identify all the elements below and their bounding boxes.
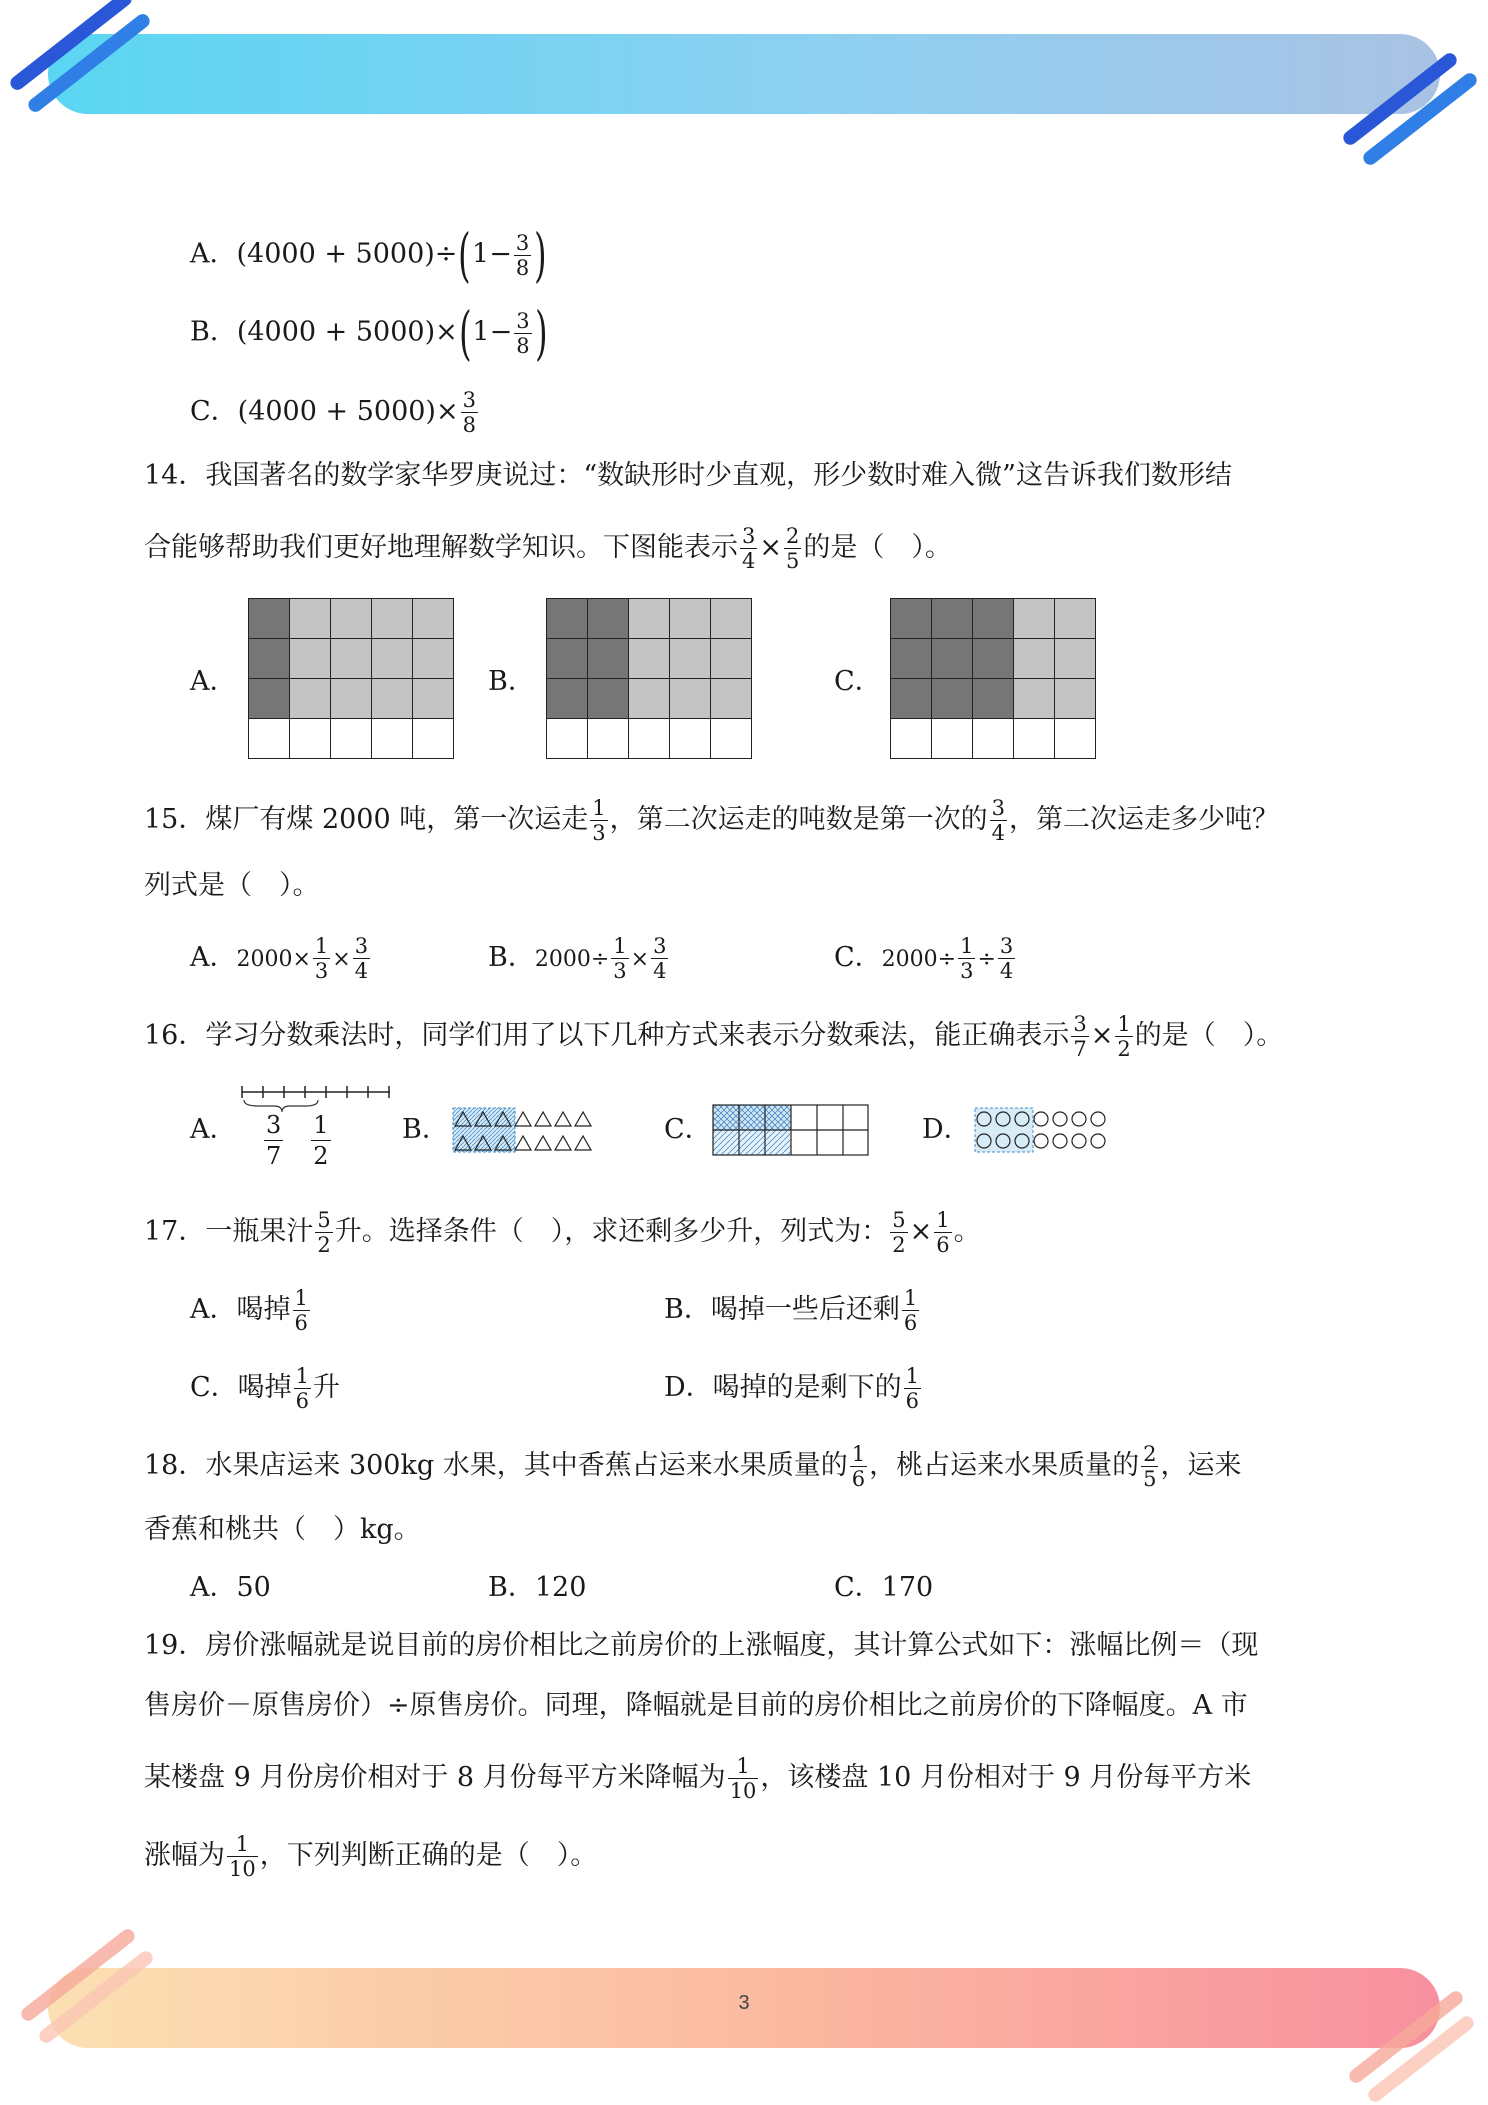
q15-option-c: C．2000÷ $\frac{1}{3}$ ÷ $\frac{3}{4}$: [834, 934, 1014, 983]
q18-option-c: C．170: [834, 1572, 934, 1603]
q19-line-2: 售房价－原售房价）÷原售房价。同理，降幅就是目前的房价相比之前房价的下降幅度。A 市: [144, 1690, 1248, 1721]
q13-option-a: A．(4000 + 5000)÷(1− $\frac{3}{8}$ ): [190, 221, 547, 289]
q16-option-d-label: D．: [922, 1114, 971, 1145]
q18-option-a: A．50: [190, 1572, 271, 1603]
q15-line-1: 15．煤厂有煤 2000 吨，第一次运走 $\frac{1}{3}$ ，第二次运走的吨数是第一次的 $\frac{3}{4}$ ，第二次运走多少吨？: [144, 796, 1279, 845]
q19-line-4: 涨幅为 $\frac{1}{10}$ ，下列判断正确的是（ ）。: [144, 1832, 598, 1881]
q18-line-2: 香蕉和桃共（ ）kg。: [144, 1514, 421, 1545]
q18-option-b: B．120: [488, 1572, 587, 1603]
q17-option-c: C．喝掉 $\frac{1}{6}$ 升: [190, 1364, 341, 1413]
q17-option-b: B．喝掉一些后还剩 $\frac{1}{6}$: [664, 1286, 918, 1335]
q16-option-b-label: B．: [402, 1114, 449, 1145]
q16-option-c-label: C．: [664, 1114, 712, 1145]
q15-line-2: 列式是（ ）。: [144, 870, 320, 901]
q18-line-1: 18．水果店运来 300kg 水果，其中香蕉占运来水果质量的 $\frac{1}{6}$ ，桃占运来水果质量的 $\frac{2}{5}$ ，运来: [144, 1442, 1242, 1491]
q14-option-c-label: C．: [834, 666, 882, 697]
q17-option-d: D．喝掉的是剩下的 $\frac{1}{6}$: [664, 1364, 920, 1413]
q15-option-a: A．2000× $\frac{1}{3}$ × $\frac{3}{4}$: [190, 934, 369, 983]
q16-option-a-label: A．: [190, 1114, 237, 1145]
q14-option-b-label: B．: [488, 666, 535, 697]
q14-grid-c: [890, 598, 1096, 759]
q16-line-1: 16．学习分数乘法时，同学们用了以下几种方式来表示分数乘法，能正确表示 $\frac{3}{7}$ × $\frac{1}{2}$ 的是（ ）。: [144, 1012, 1284, 1061]
q13-option-c: C．(4000 + 5000)× $\frac{3}{8}$: [190, 388, 476, 437]
q19-line-1: 19．房价涨幅就是说目前的房价相比之前房价的上涨幅度，其计算公式如下：涨幅比例＝（现: [144, 1630, 1259, 1661]
q13-option-b: B．(4000 + 5000)×(1− $\frac{3}{8}$ ): [190, 299, 548, 367]
q17-option-a: A．喝掉 $\frac{1}{6}$: [190, 1286, 308, 1335]
q14-grid-b: [546, 598, 752, 759]
page-number: 3: [738, 1992, 750, 2014]
q16-option-b-triangles: [452, 1106, 608, 1156]
q14-line-1: 14．我国著名的数学家华罗庚说过：“数缺形时少直观，形少数时难入微”这告诉我们数形结: [144, 460, 1232, 491]
q16-option-d-circles: [974, 1106, 1114, 1154]
q15-option-b: B．2000÷ $\frac{1}{3}$ × $\frac{3}{4}$: [488, 934, 667, 983]
header-banner: [48, 34, 1440, 114]
q14-option-a-label: A．: [190, 666, 237, 697]
q19-line-3: 某楼盘 9 月份房价相对于 8 月份每平方米降幅为 $\frac{1}{10}$ ，该楼盘 10 月份相对于 9 月份每平方米: [144, 1754, 1252, 1803]
q17-line-1: 17．一瓶果汁 $\frac{5}{2}$ 升。选择条件（ ），求还剩多少升，列式为： $\frac{5}{2}$ × $\frac{1}{6}$ 。: [144, 1208, 981, 1257]
q16-option-c-grid: [712, 1104, 872, 1156]
q14-grid-a: [248, 598, 454, 759]
q14-line-2: 合能够帮助我们更好地理解数学知识。下图能表示 $\frac{3}{4}$ × $\frac{2}{5}$ 的是（ ）。: [144, 524, 952, 573]
q16-option-a-fractions: $\frac{3}{7}$ $\frac{1}{2}$: [266, 1111, 329, 1170]
